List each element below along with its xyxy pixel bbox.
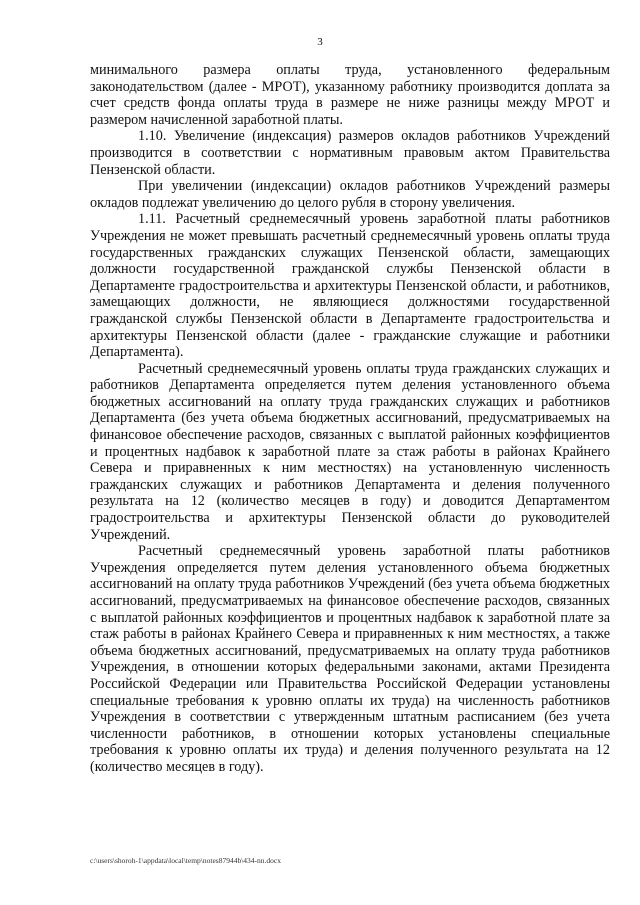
paragraph-department-average-pay: Расчетный среднемесячный уровень оплаты труда гражданских служащих и работников Департамента определяется путем деления установленного объема бюджетных ассигнований на оплату труда гражданских служащих и работников Департамента (без учета объема бюджетных ассигнований, предусматриваемых на финансовое обеспечение расходов, связанных с выплатой районных коэффициентов и процентных надбавок к заработной плате за стаж работы в районах Крайнего Севера и приравненных к ним местностях) на установленную численность гражданских служащих и работников Департамента и деления полученного результата на 12 (количество месяцев в году) и доводится Департаментом градостроительства и архитектуры Пензенской области до руководителей Учреждений.: [90, 360, 610, 543]
paragraph-salary-rounding: При увеличении (индексации) окладов работников Учреждений размеры окладов подлежат увеличению до целого рубля в сторону увеличения.: [90, 178, 610, 211]
paragraph-mrot-continuation: минимального размера оплаты труда, установленного федеральным законодательством (далее - МРОТ), указанному работнику производится доплата за счет средств фонда оплаты труда в размере не ниже разницы между МРОТ и размером начисленной заработной платы.: [90, 62, 610, 128]
document-body: [90, 62, 610, 776]
page-number: 3: [317, 36, 323, 48]
paragraph-1-10: 1.10. Увеличение (индексация) размеров окладов работников Учреждений производится в соответствии с нормативным правовым актом Правительства Пензенской области.: [90, 128, 610, 178]
paragraph-1-11: 1.11. Расчетный среднемесячный уровень заработной платы работников Учреждения не может превышать расчетный среднемесячный уровень оплаты труда государственных гражданских служащих Пензенской области, замещающих должности государственной гражданской службы Пензенской области в Департаменте градостроительства и архитектуры Пензенской области, и работников, замещающих должности, не являющиеся должностями государственной гражданской службы Пензенской области в Департаменте градостроительства и архитектуры Пензенской области (далее - гражданские служащие и работники Департамента).: [90, 211, 610, 361]
paragraph-institution-average-pay: Расчетный среднемесячный уровень заработной платы работников Учреждения определяется путем деления установленного объема бюджетных ассигнований на оплату труда работников Учреждений (без учета объема бюджетных ассигнований, предусматриваемых на финансовое обеспечение расходов, связанных с выплатой районных коэффициентов и процентных надбавок к заработной плате за стаж работы в районах Крайнего Севера и приравненных к ним местностях, а также объема бюджетных ассигнований, предусматриваемых на оплату труда работников Учреждения, в отношении которых федеральными законами, актами Президента Российской Федерации или Правительства Российской Федерации установлены специальные требования к уровню оплаты их труда) на численность работников Учреждения в соответствии с утвержденным штатным расписанием (без учета численности работников, в отношении которых установлены специальные требования к уровню оплаты их труда) и деления полученного результата на 12 (количество месяцев в году).: [90, 543, 610, 775]
footer-file-path: c:\users\shoroh-1\appdata\local\temp\notes87944b\434-nn.docx: [90, 856, 282, 865]
